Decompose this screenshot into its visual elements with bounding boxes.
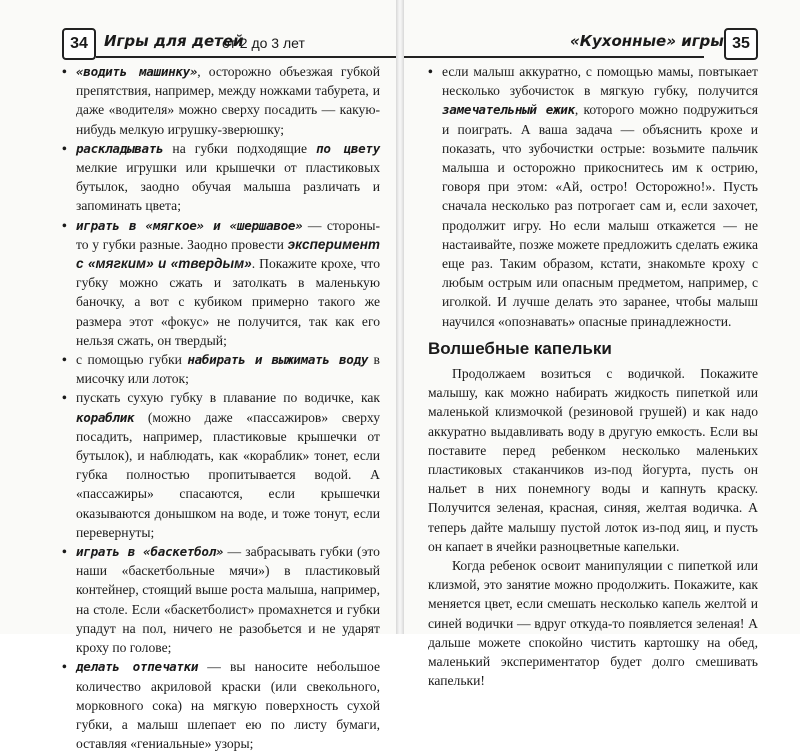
paragraph: Когда ребенок освоит манипуляции с пипеткой или клизмой, это занятие можно продолжить. Покажите, как меняется цвет, если смешать несколько капель желтой и синей водички — вдруг откуда-то появляется зеленая! А дальше можете спокойно чистить картошку на обед, маленький экспериментатор будет долго смешивать капельки! [428,558,758,689]
section-title: Волшебные капельки [428,338,612,358]
list-item: • пускать сухую губку в плавание по водичке, как кораблик (можно даже «пассажиров» сверху посадить, например, пластиковые крышечки от бутылок), и наблюдать, как «кораблик» тонет, если губка полностью пропитывается водой. А «пассажиры» спасаются, если крышечки оказываются донышком на воде, и тоже тонут, если перевернуты; [62,388,380,542]
list-item: • «водить машинку», осторожно объезжая губкой препятствия, например, между ножками табурета, и даже «водителя» можно сверху посадить — какую-нибудь мелкую игрушку-зверюшку; [62,62,380,139]
list-item: • с помощью губки набирать и выжимать воду в мисочку или лоток; [62,350,380,388]
activity-list [62,62,380,753]
right-page-body [428,62,758,691]
book-gutter [396,0,404,634]
list-item: • раскладывать на губки подходящие по цвету мелкие игрушки или крышечки от пластиковых бутылок, заодно обучая малыша различать и запоминать цвета; [62,139,380,216]
left-header-rule [96,56,396,58]
left-page-body [62,62,380,753]
right-page [404,0,800,689]
list-item: • играть в «мягкое» и «шершавое» — стороны-то у губки разные. Заодно провести эксперимент с «мягким» и «твердым». Покажите крохе, что губку можно сжать и затолкать в маленькую баночку, а вот с кубиком примерно такого же размера этот «фокус» не получится, так как его нельзя сжать, он твердый; [62,216,380,350]
right-header-title: «Кухонные» игры [570,32,724,50]
right-page-number: 35 [724,28,758,60]
paragraph: Продолжаем возиться с водичкой. Покажите малышу, как можно набирать жидкость пипеткой или маленькой клизмочкой (резиновой грушей) и как надо аккуратно выдавливать воду в другую емкость. Если вы поставите перед ребенком несколько маленьких пластиковых стаканчиков из-под йогурта, пусть он нальет в них понемногу воды и капнуть краску. Получится зеленая, красная, синяя, желтая водичка. А теперь дайте малышу пустой лоток из-под яиц, и пусть он капает в ячейки разноцветные капельки. [428,366,758,554]
activity-list-continued [428,62,758,331]
right-header-rule [404,56,704,58]
left-header-title: Игры для детей [104,32,244,50]
list-item: • делать отпечатки — вы наносите небольшое количество акриловой краски (или свекольного, морковного сока) на мягкую поверхность сухой губки, а малыш шлепает ею по листу бумаги, оставляя «гениальные» узоры; [62,657,380,753]
list-item: • если малыш аккуратно, с помощью мамы, повтыкает несколько зубочисток в мягкую губку, получится замечательный ежик, которого можно подружиться и поиграть. А ваша задача — объяснить крохе и показать, что зубочистки острые: возьмите пальчик малыша и осторожно прикоснитесь им к острию, говоря при этом: «Ай, остро! Осторожно!». Пусть сначала несколько раз потрогает сам и, если захочет, продолжит игру. Но если малыш откажется — не настаивайте, позже можете предложить сделать ежика еще раз. Таким образом, кстати, знакомьте кроху с любым острым или опасным предметом, например, с иголкой. И лучше делать это заранее, чтобы малыш научился «опознавать» опасные принадлежности. [428,62,758,331]
left-header [0,26,396,60]
left-header-subtitle: от 2 до 3 лет [222,35,305,51]
list-item: • играть в «баскетбол» — забрасывать губки (это наши «баскетбольные мячи») в пластиковый контейнер, стоящий выше роста малыша, например, на столе. Если «баскетболист» промахнется и губки упадут на пол, ничего не разобьется и не ударят кроху по голове; [62,542,380,657]
left-page [0,0,396,752]
left-page-number: 34 [62,28,96,60]
right-header [404,26,800,60]
